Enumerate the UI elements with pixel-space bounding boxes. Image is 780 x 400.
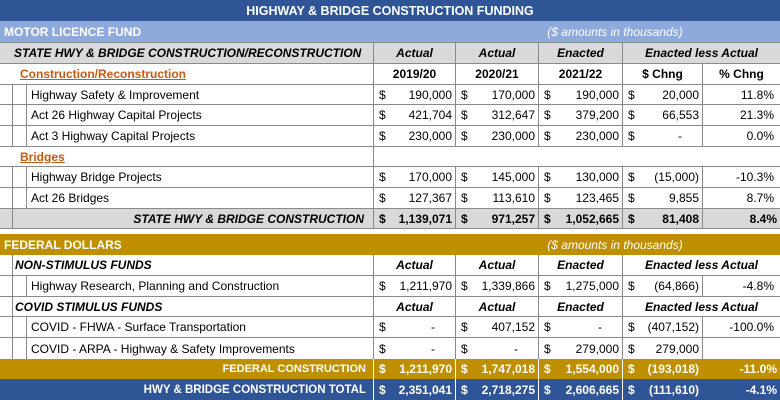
indent-rule — [12, 105, 13, 125]
cell-2021: $ 1,275,000 — [538, 276, 622, 296]
col-enacted: Enacted — [538, 297, 622, 316]
col-actual-1: Actual — [373, 297, 455, 316]
cell-2019: $ 421,704 — [373, 105, 455, 125]
row-label: COVID - ARPA - Highway & Safety Improvements — [26, 338, 372, 359]
state-section-title: STATE HWY & BRIDGE CONSTRUCTION/RECONSTRUCTION — [14, 46, 362, 60]
total-change: $ 81,408 — [622, 209, 702, 228]
indent-rule — [12, 276, 13, 296]
grand-total-2019: $ 2,351,041 — [373, 379, 455, 400]
cell-pct: 8.7% — [702, 188, 780, 208]
total-2021: $ 1,052,665 — [538, 209, 622, 228]
table-row — [0, 276, 780, 297]
row-label: Highway Research, Planning and Construction — [26, 276, 372, 296]
cell-change: $ 66,553 — [622, 105, 702, 125]
table-row — [0, 338, 780, 359]
group-bridges-label: Bridges — [20, 149, 65, 164]
grand-total-2020: $ 2,718,275 — [455, 379, 538, 400]
cell-pct: 21.3% — [702, 105, 780, 125]
indent-rule — [12, 167, 13, 187]
cell-2019: $ 1,211,970 — [373, 276, 455, 296]
row-label: Act 26 Bridges — [26, 188, 372, 208]
col-actual-1: Actual — [373, 255, 455, 275]
table-row — [0, 105, 780, 126]
covid-header — [0, 297, 780, 317]
fed-total-2020: $ 1,747,018 — [455, 359, 538, 379]
col-pct-change: % Chng — [702, 64, 780, 84]
col-actual-2: Actual — [455, 255, 538, 275]
indent-rule — [12, 188, 13, 208]
cell-2020: $ 170,000 — [455, 85, 538, 104]
col-enacted-less: Enacted less Actual — [622, 255, 780, 275]
nonstim-title: NON-STIMULUS FUNDS — [12, 255, 372, 275]
cell-2019: $ - — [373, 317, 455, 337]
cell-2020: $ - — [455, 338, 538, 359]
cell-2020: $ 230,000 — [455, 126, 538, 146]
grand-total-pct: -4.1% — [745, 382, 777, 397]
col-enacted-less: Enacted less Actual — [622, 297, 780, 316]
cell-2020: $ 145,000 — [455, 167, 538, 187]
group-spacer — [373, 147, 780, 166]
title-bar — [0, 0, 780, 21]
cell-2019: $ - — [373, 338, 455, 359]
col-enacted: Enacted — [538, 255, 622, 275]
indent-rule — [12, 126, 13, 146]
federal-note: ($ amounts in thousands) — [547, 237, 683, 252]
cell-pct — [702, 338, 780, 359]
years-row — [0, 64, 780, 84]
table-row — [0, 167, 780, 188]
federal-label: FEDERAL DOLLARS — [4, 237, 122, 252]
federal-bar — [0, 234, 780, 255]
state-total-row — [0, 208, 780, 229]
row-label: COVID - FHWA - Surface Transportation — [26, 317, 372, 337]
table-row — [0, 84, 780, 105]
federal-total-label: FEDERAL CONSTRUCTION — [222, 363, 366, 375]
cell-change: $ (64,866) — [622, 276, 702, 296]
fed-total-2021: $ 1,554,000 — [538, 359, 622, 379]
covid-title: COVID STIMULUS FUNDS — [12, 297, 372, 316]
nonstim-header — [0, 255, 780, 276]
cell-pct: -100.0% — [702, 317, 780, 337]
total-2019: $ 1,139,071 — [373, 209, 455, 228]
col-actual-2: Actual — [455, 297, 538, 316]
col-enacted: Enacted — [538, 43, 622, 63]
cell-pct: 0.0% — [702, 126, 780, 146]
year-2020: 2020/21 — [455, 64, 538, 84]
motor-fund-note: ($ amounts in thousands) — [547, 24, 683, 39]
row-label: Act 3 Highway Capital Projects — [26, 126, 372, 146]
grand-total-change: $ (111,610) — [622, 379, 702, 400]
cell-2020: $ 1,339,866 — [455, 276, 538, 296]
group-construction-label: Construction/Reconstruction — [20, 67, 187, 81]
table-row — [0, 188, 780, 208]
total-2020: $ 971,257 — [455, 209, 538, 228]
cell-2020: $ 407,152 — [455, 317, 538, 337]
cell-2019: $ 127,367 — [373, 188, 455, 208]
row-label: Highway Bridge Projects — [26, 167, 372, 187]
state-section-header — [0, 42, 780, 64]
year-2021: 2021/22 — [538, 64, 622, 84]
cell-change: $ (407,152) — [622, 317, 702, 337]
cell-pct: -4.8% — [702, 276, 780, 296]
cell-2021: $ 379,200 — [538, 105, 622, 125]
cell-2021: $ 130,000 — [538, 167, 622, 187]
bridges-group-row — [0, 147, 780, 167]
table-row — [0, 317, 780, 338]
cell-2021: $ 190,000 — [538, 85, 622, 104]
cell-change: $ - — [622, 126, 702, 146]
grand-total-row — [0, 379, 780, 400]
col-actual-1: Actual — [373, 43, 455, 63]
cell-pct: 11.8% — [702, 85, 780, 104]
cell-2019: $ 170,000 — [373, 167, 455, 187]
indent-rule — [12, 317, 13, 337]
cell-change: $ 20,000 — [622, 85, 702, 104]
indent-rule — [12, 338, 13, 359]
table-title: HIGHWAY & BRIDGE CONSTRUCTION FUNDING — [246, 3, 534, 18]
table-row — [0, 126, 780, 147]
fed-total-change: $ (193,018) — [622, 359, 702, 379]
state-total-label: STATE HWY & BRIDGE CONSTRUCTION — [12, 209, 372, 228]
cell-2021: $ 230,000 — [538, 126, 622, 146]
cell-pct: -10.3% — [702, 167, 780, 187]
cell-2019: $ 190,000 — [373, 85, 455, 104]
fed-total-pct: -11.0% — [739, 362, 777, 376]
row-label: Act 26 Highway Capital Projects — [26, 105, 372, 125]
cell-change: $ 279,000 — [622, 338, 702, 359]
fed-total-2019: $ 1,211,970 — [373, 359, 455, 379]
row-label: Highway Safety & Improvement — [26, 85, 372, 104]
total-pct: 8.4% — [702, 209, 780, 228]
year-2019: 2019/20 — [373, 64, 455, 84]
col-actual-2: Actual — [455, 43, 538, 63]
col-dollar-change: $ Chng — [622, 64, 702, 84]
cell-2020: $ 113,610 — [455, 188, 538, 208]
motor-fund-label: MOTOR LICENCE FUND — [4, 24, 142, 39]
federal-total-row — [0, 359, 780, 379]
motor-fund-bar — [0, 21, 780, 42]
col-enacted-less: Enacted less Actual — [622, 43, 780, 63]
cell-2021: $ 123,465 — [538, 188, 622, 208]
cell-2019: $ 230,000 — [373, 126, 455, 146]
cell-change: $ (15,000) — [622, 167, 702, 187]
cell-2020: $ 312,647 — [455, 105, 538, 125]
grand-total-label: HWY & BRIDGE CONSTRUCTION TOTAL — [143, 383, 366, 396]
grand-total-2021: $ 2,606,665 — [538, 379, 622, 400]
cell-2021: $ - — [538, 317, 622, 337]
cell-change: $ 9,855 — [622, 188, 702, 208]
indent-rule — [12, 85, 13, 104]
cell-2021: $ 279,000 — [538, 338, 622, 359]
